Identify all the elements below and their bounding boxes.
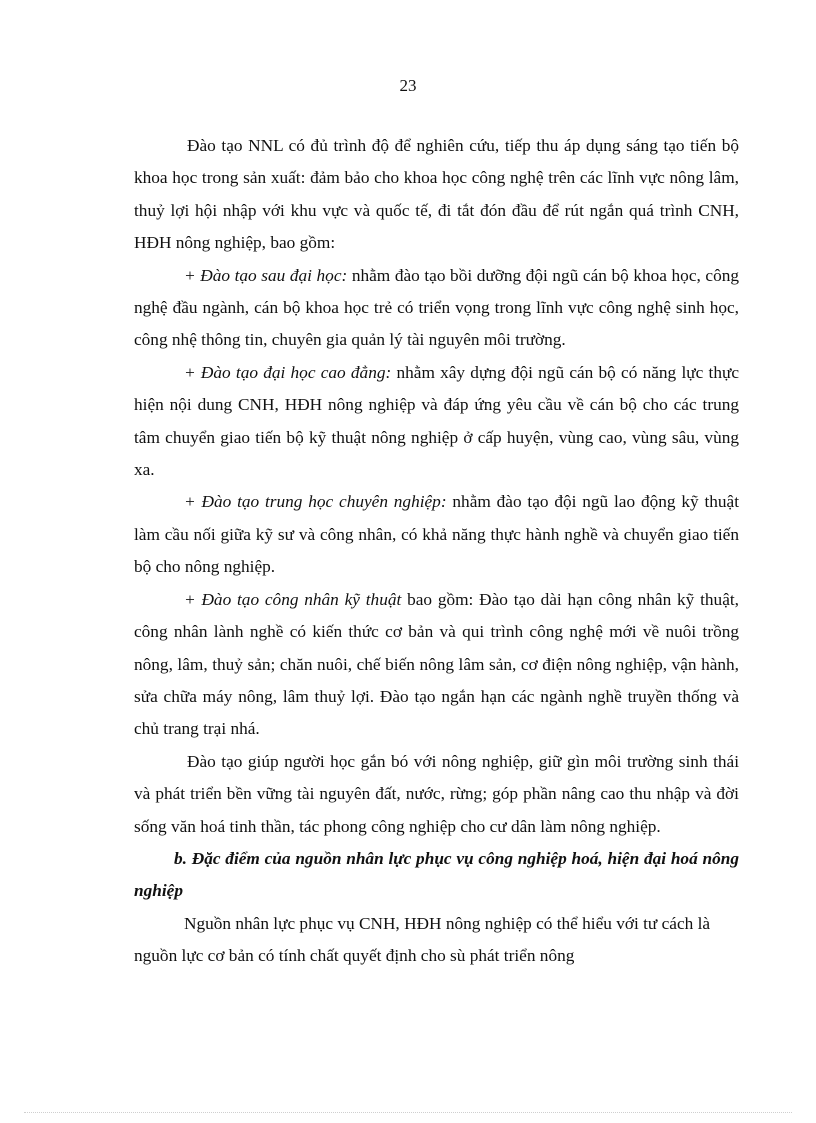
list-item-university xyxy=(134,357,739,487)
definition-paragraph: Nguồn nhân lực phục vụ CNH, HĐH nông nghiệp có thể hiểu với tư cách là nguồn lực cơ bản có tính chất quyết định cho sù phát triển nông xyxy=(134,913,711,966)
list-item-label: + Đào tạo trung học chuyên nghiệp: xyxy=(184,492,447,512)
list-item-text: nhằm xây dựng đội ngũ cán bộ có năng lực thực hiện nội dung CNH, HĐH nông nghiệp và đáp ứng yêu cầu về cán bộ cho các trung tâm chuyển giao tiến bộ kỹ thuật nông nghiệp ở cấp huyện, vùng cao, vùng sâu, vùng xa. xyxy=(134,362,739,480)
list-item-text: nhằm đào tạo đội ngũ lao động kỹ thuật làm cầu nối giữa kỹ sư và công nhân, có khả năng thực hành nghề và chuyển giao tiến bộ cho nông nghiệp. xyxy=(134,492,739,577)
section-heading-b: b. Đặc điểm của nguồn nhân lực phục vụ công nghiệp hoá, hiện đại hoá nông nghiệp xyxy=(134,848,739,901)
list-item-text: bao gồm: Đào tạo dài hạn công nhân kỹ thuật, công nhân lành nghề có kiến thức cơ bản và qui trình công nghệ mới về nuôi trồng nông, lâm, thuỷ sản; chăn nuôi, chế biến nông lâm sản, cơ điện nông nghiệp, vận hành, sửa chữa máy nông, lâm thuỷ lợi. Đào tạo ngắn hạn các ngành nghề truyền thống và chủ trang trại nhá. xyxy=(134,589,739,739)
page-number: 23 xyxy=(399,76,417,95)
training-benefit-paragraph: Đào tạo giúp người học gắn bó với nông nghiệp, giữ gìn môi trường sinh thái và phát triển bền vững tài nguyên đất, nước, rừng; góp phần nâng cao thu nhập và đời sống văn hoá tinh thần, tác phong công nghiệp cho cư dân làm nông nghiệp. xyxy=(134,751,739,836)
list-item-text: nhằm đào tạo bồi dưỡng đội ngũ cán bộ khoa học, công nghệ đầu ngành, cán bộ khoa học trẻ có triển vọng trong lĩnh vực công nghệ sinh học, công nhệ thông tin, chuyên gia quản lý tài nguyên môi trường. xyxy=(134,265,739,350)
list-item-label: + Đào tạo sau đại học: xyxy=(184,265,348,285)
intro-paragraph: Đào tạo NNL có đủ trình độ để nghiên cứu, tiếp thu áp dụng sáng tạo tiến bộ khoa học trong sản xuất: đảm bảo cho khoa học công nghệ trên các lĩnh vực nông lâm, thuỷ lợi hội nhập với khu vực và quốc tế, đi tắt đón đầu để rút ngắn quá trình CNH, HĐH nông nghiệp, bao gồm: xyxy=(134,136,739,253)
list-item-label: + Đào tạo đại học cao đẳng: xyxy=(184,362,392,382)
list-item-vocational-secondary xyxy=(134,486,739,583)
list-item-label: + Đào tạo công nhân kỹ thuật xyxy=(184,589,402,609)
footer-dotted-rule xyxy=(24,1112,792,1113)
list-item-technical-workers xyxy=(134,584,739,746)
page-body xyxy=(134,130,739,973)
list-item-postgraduate xyxy=(134,260,739,357)
